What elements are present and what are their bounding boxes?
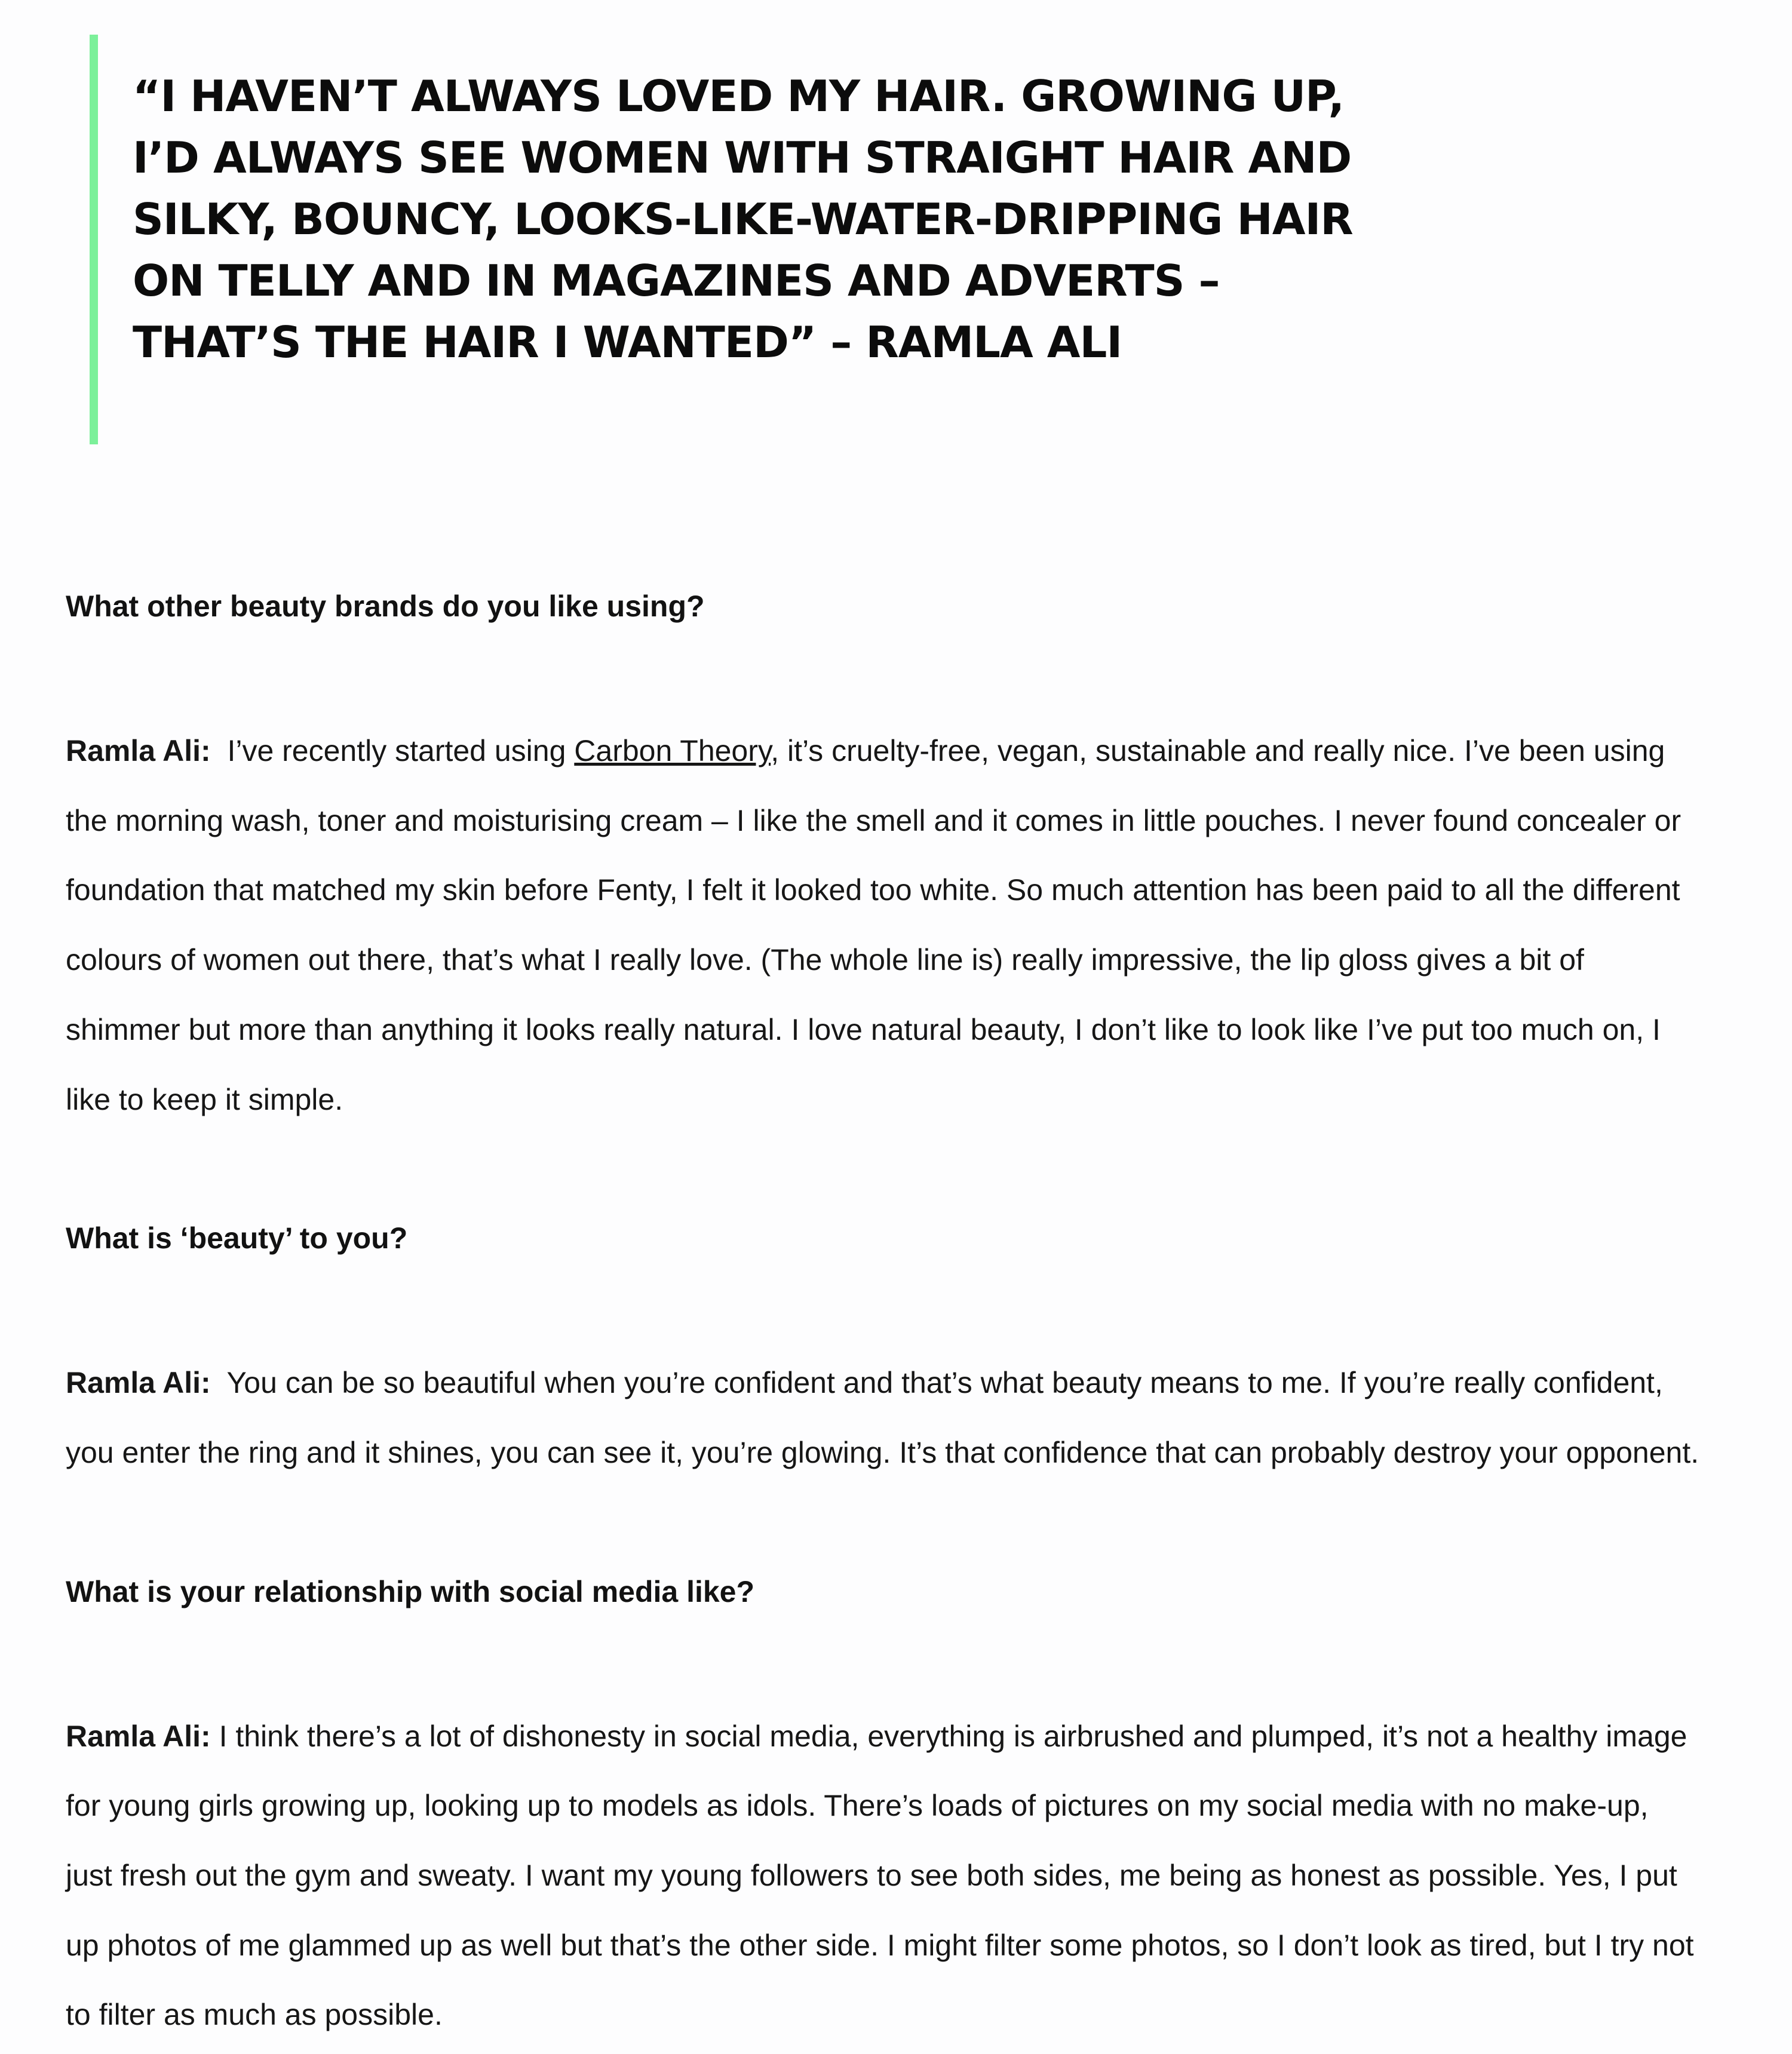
speaker-label: Ramla Ali: <box>66 1366 211 1400</box>
interview-body <box>66 582 1702 2050</box>
answer-text: You can be so beautiful when you’re confident and that’s what beauty means to me. If you’re really confident, you enter the ring and it shines, you can see it, you’re glowing. It’s that confidence that can probably destroy your opponent. <box>66 1366 1699 1469</box>
carbon-theory-link[interactable]: Carbon Theory <box>574 734 771 767</box>
answer-text: I think there’s a lot of dishonesty in social media, everything is airbrushed and plumped, it’s not a healthy image for young girls growing up, looking up to models as idols. There’s loads of pictures on my social media with no make-up, just fresh out the gym and sweaty. I want my young followers to see both sides, me being as honest as possible. Yes, I put up photos of me glammed up as well but that’s the other side. I might filter some photos, so I don’t look as tired, but I try not to filter as much as possible. <box>66 1719 1694 2032</box>
answer-text-start: I’ve recently started using <box>227 734 575 767</box>
pull-quote-text: “I HAVEN’T ALWAYS LOVED MY HAIR. GROWING UP, I’D ALWAYS SEE WOMEN WITH STRAIGHT HAIR AND SILKY, BOUNCY, LOOKS-LIKE-WATER-DRIPPING HAIR ON TELLY AND IN MAGAZINES AND ADVERTS – THAT’S THE HAIR I WANTED” – RAMLA ALI <box>133 71 1353 367</box>
answer-beauty-meaning <box>66 1348 1702 1487</box>
speaker-label: Ramla Ali: <box>66 734 211 767</box>
question-social-media: What is your relationship with social media like? <box>66 1574 755 1608</box>
question-beauty-brands: What other beauty brands do you like using? <box>66 590 705 623</box>
question-beauty-meaning: What is ‘beauty’ to you? <box>66 1221 408 1255</box>
answer-beauty-brands <box>66 716 1702 1134</box>
answer-social-media <box>66 1702 1702 2050</box>
speaker-label: Ramla Ali: <box>66 1719 211 1753</box>
answer-text-end: , it’s cruelty-free, vegan, sustainable and really nice. I’ve been using the morning wash, toner and moisturising cream – I like the smell and it comes in little pouches. I never found concealer or foundation that matched my skin before Fenty, I felt it looked too white. So much attention has been paid to all the different colours of women out there, that’s what I really love. (The whole line is) really impressive, the lip gloss gives a bit of shimmer but more than anything it looks really natural. I love natural beauty, I don’t like to look like I’ve put too much on, I like to keep it simple. <box>66 734 1681 1116</box>
pull-quote <box>90 35 1392 444</box>
